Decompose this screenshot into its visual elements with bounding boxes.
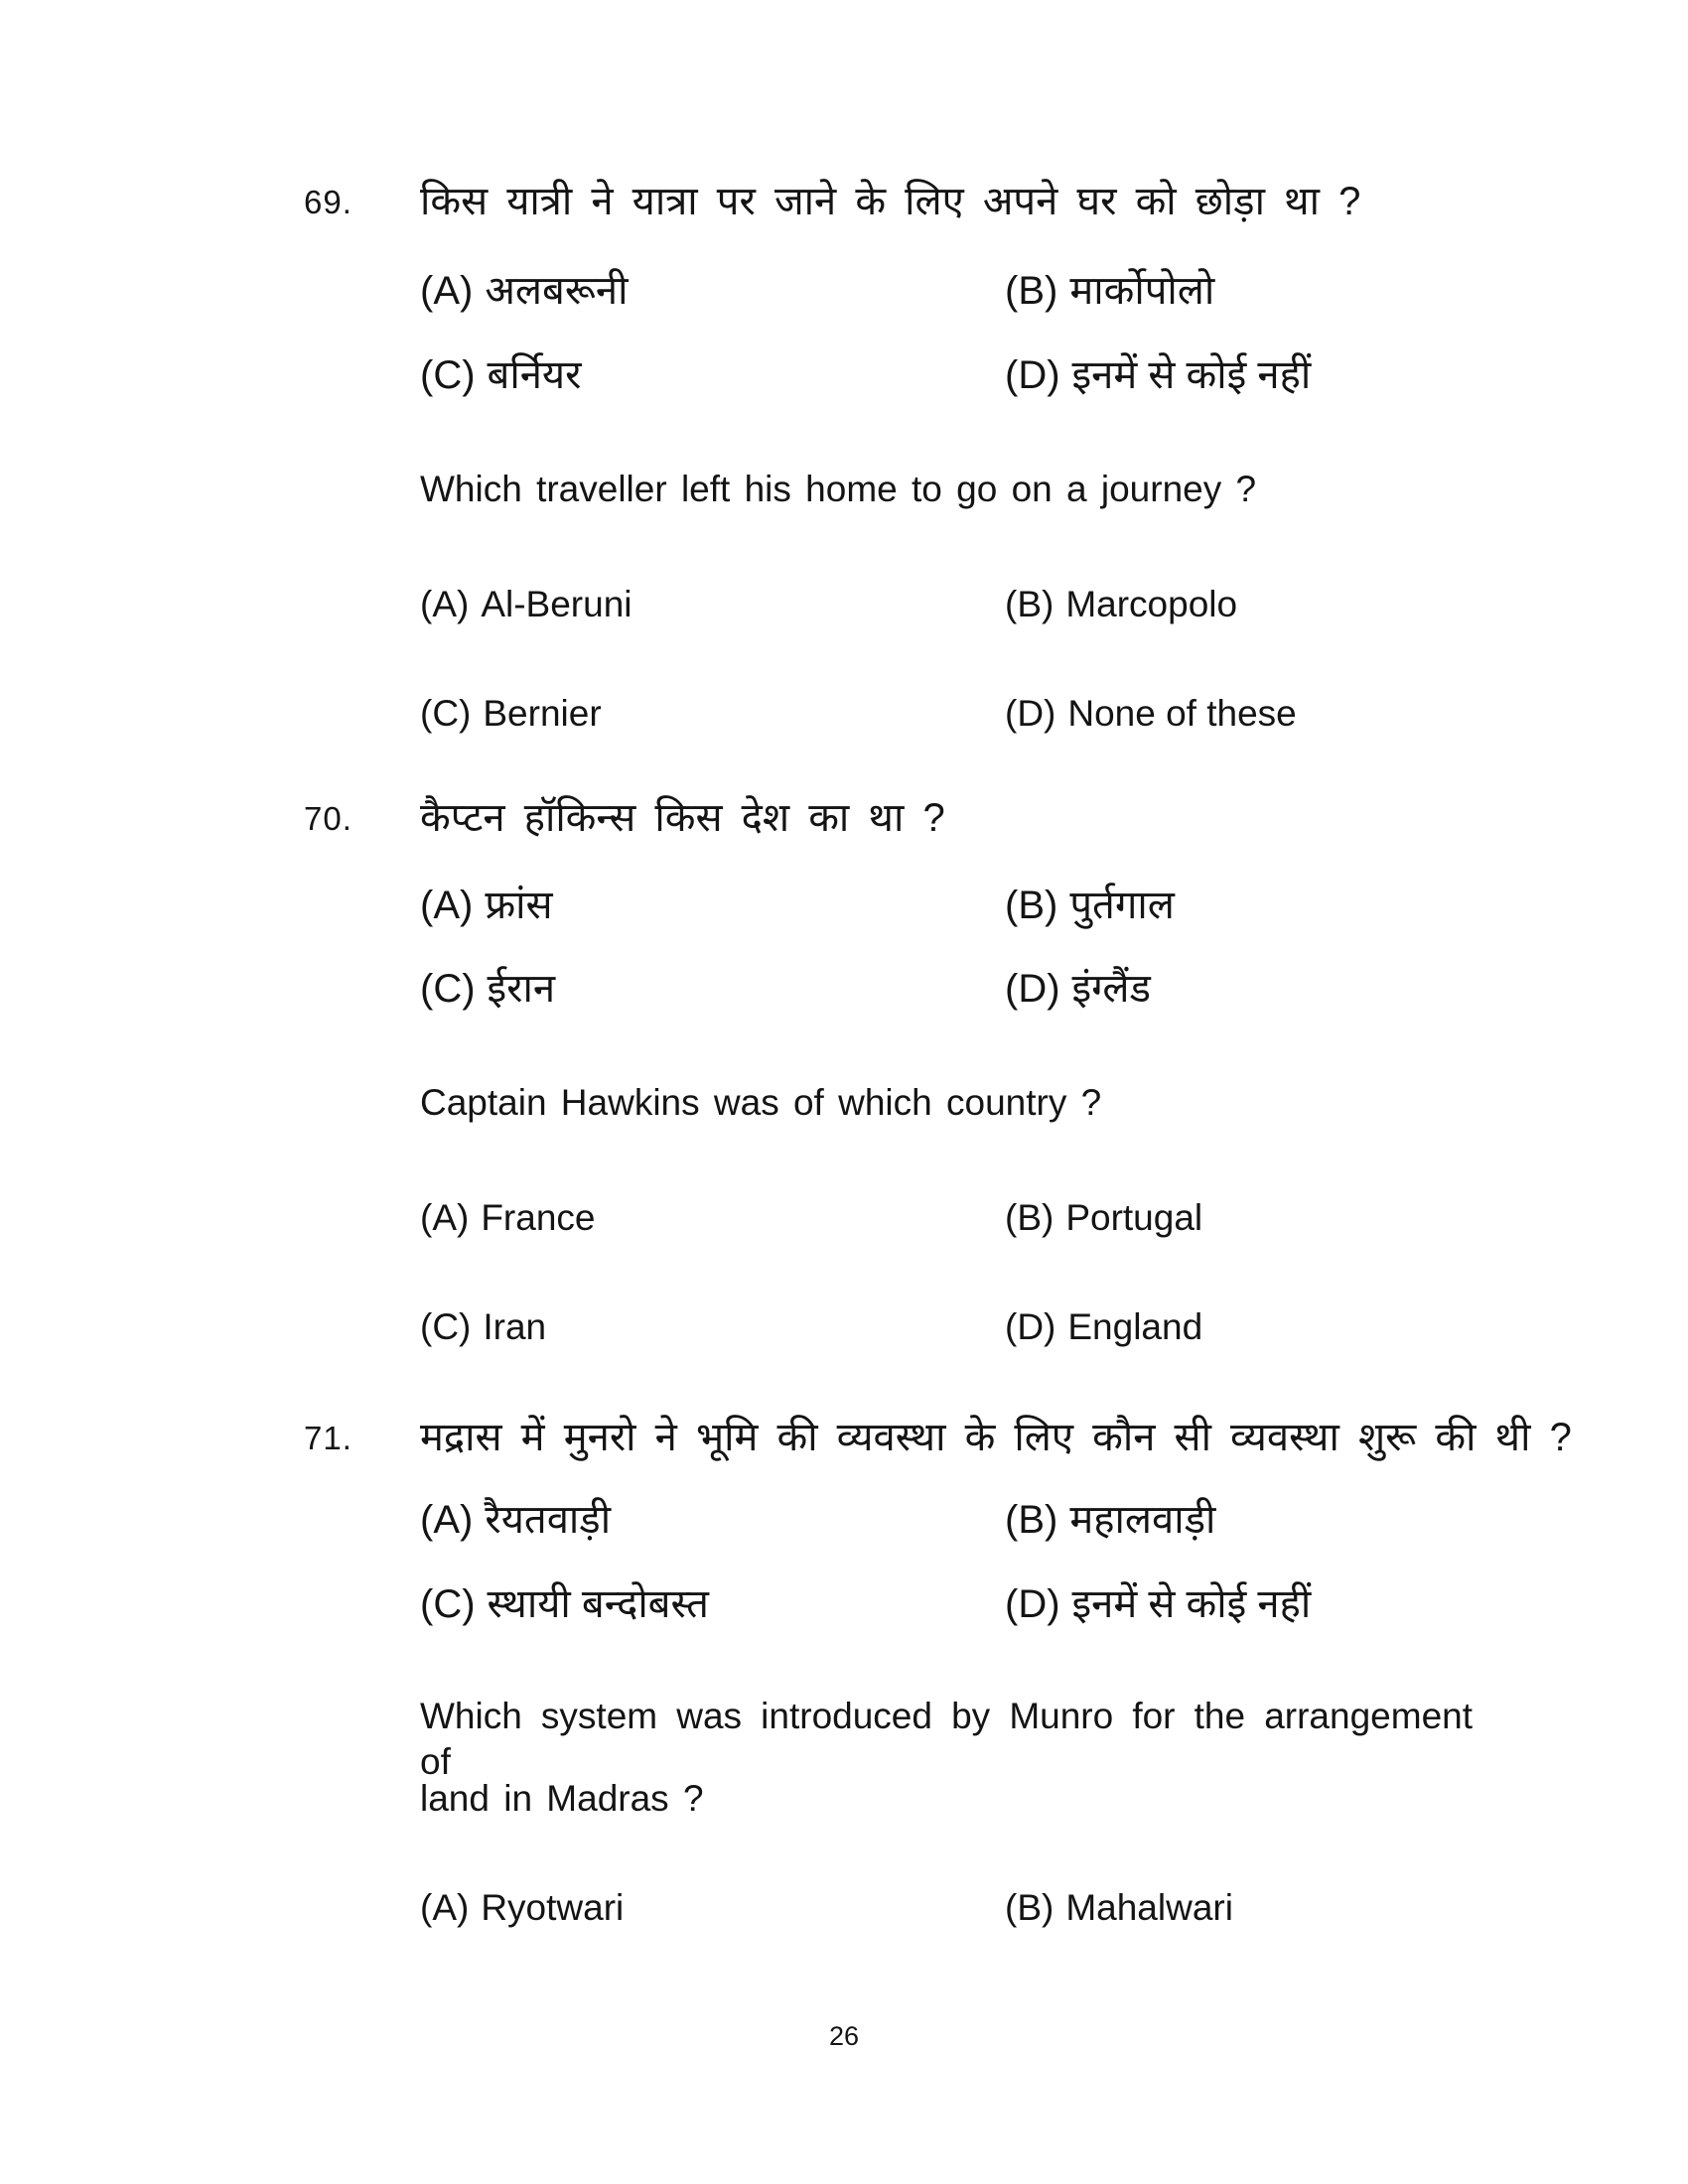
question-70-hindi-options-row-1 [420, 881, 1473, 930]
option-label: (C) [420, 1306, 472, 1347]
option-label: (D) [1005, 693, 1056, 734]
option-text: पुर्तगाल [1069, 884, 1175, 927]
page-content [304, 0, 1572, 2184]
option-text: Iran [483, 1306, 547, 1347]
option-b-english [1005, 1885, 1233, 1931]
option-text: England [1067, 1306, 1203, 1347]
question-71-english-options-row-1 [420, 1885, 1473, 1931]
option-text: बर्नियर [487, 353, 582, 397]
option-text: मार्कोपोलो [1069, 269, 1215, 313]
option-text: Portugal [1065, 1197, 1203, 1238]
option-label: (C) [420, 353, 476, 397]
option-c-hindi [420, 964, 1005, 1014]
option-text: इंग्लैंड [1071, 967, 1151, 1011]
option-c-hindi [420, 1579, 1005, 1629]
question-text-english: Which traveller left his home to go on a journey ? [420, 469, 1257, 509]
option-label: (A) [420, 1887, 470, 1928]
option-label: (A) [420, 1498, 474, 1542]
option-label: (D) [1005, 967, 1060, 1011]
option-c-english [420, 1304, 1005, 1350]
option-text: Bernier [483, 693, 602, 734]
question-70-english-options-row-1 [420, 1195, 1473, 1241]
option-text: इनमें से कोई नहीं [1071, 1582, 1312, 1626]
option-label: (A) [420, 884, 474, 927]
question-number: 71. [304, 1420, 352, 1456]
option-label: (D) [1005, 1582, 1060, 1626]
question-text-hindi: मद्रास में मुनरो ने भूमि की व्यवस्था के लिए कौन सी व्यवस्था शुरू की थी ? [420, 1416, 1572, 1459]
option-label: (C) [420, 693, 472, 734]
option-text: फ्रांस [485, 884, 553, 927]
option-c-english [420, 691, 1005, 737]
option-d-hindi [1005, 350, 1311, 400]
option-label: (B) [1005, 1498, 1058, 1542]
question-71-hindi-line [304, 1413, 1572, 1462]
option-text: रैयतवाड़ी [485, 1498, 612, 1542]
option-label: (C) [420, 967, 476, 1011]
question-69-english-options-row-2 [420, 691, 1473, 737]
option-text: None of these [1067, 693, 1297, 734]
option-label: (C) [420, 1582, 476, 1626]
option-label: (A) [420, 269, 474, 313]
option-text: Ryotwari [481, 1887, 625, 1928]
option-b-hindi [1005, 266, 1214, 316]
option-d-hindi [1005, 1579, 1311, 1629]
question-number: 70. [304, 800, 352, 837]
option-d-english [1005, 691, 1297, 737]
option-a-hindi [420, 266, 1005, 316]
option-label: (A) [420, 584, 470, 624]
question-69-english-options-row-1 [420, 582, 1473, 627]
option-text: Al-Beruni [481, 584, 633, 624]
option-a-hindi [420, 1495, 1005, 1545]
question-text-hindi: किस यात्री ने यात्रा पर जाने के लिए अपने घर को छोड़ा था ? [420, 180, 1361, 223]
question-70-hindi-options-row-2 [420, 964, 1473, 1014]
option-text: स्थायी बन्दोबस्त [487, 1582, 709, 1626]
option-text: France [481, 1197, 596, 1238]
question-69-hindi-options-row-1 [420, 266, 1473, 316]
option-label: (A) [420, 1197, 470, 1238]
option-text: Marcopolo [1065, 584, 1238, 624]
question-text-hindi: कैप्टन हॉकिन्स किस देश का था ? [420, 796, 945, 840]
option-label: (B) [1005, 584, 1055, 624]
option-label: (D) [1005, 353, 1060, 397]
option-a-english [420, 1885, 1005, 1931]
option-text: ईरान [487, 967, 556, 1011]
question-number: 69. [304, 184, 352, 220]
option-text: महालवाड़ी [1069, 1498, 1216, 1542]
option-text: Mahalwari [1065, 1887, 1233, 1928]
option-a-hindi [420, 881, 1005, 930]
question-71-hindi-options-row-2 [420, 1579, 1473, 1629]
option-label: (D) [1005, 1306, 1056, 1347]
option-text: अलबरूनी [485, 269, 629, 313]
question-70-english-options-row-2 [420, 1304, 1473, 1350]
option-b-hindi [1005, 1495, 1215, 1545]
option-label: (B) [1005, 884, 1058, 927]
option-label: (B) [1005, 1887, 1055, 1928]
question-69-hindi-line [304, 177, 1473, 226]
option-a-english [420, 1195, 1005, 1241]
option-c-hindi [420, 350, 1005, 400]
option-a-english [420, 582, 1005, 627]
option-d-english [1005, 1304, 1202, 1350]
question-69-hindi-options-row-2 [420, 350, 1473, 400]
question-text-english-line-1: Which system was introduced by Munro for the arrangement of [420, 1696, 1473, 1783]
question-text-english-line-2: land in Madras ? [420, 1778, 704, 1819]
option-label: (B) [1005, 1197, 1055, 1238]
question-70-hindi-line [304, 793, 1473, 843]
option-b-hindi [1005, 881, 1175, 930]
option-b-english [1005, 1195, 1202, 1241]
option-text: इनमें से कोई नहीं [1071, 353, 1312, 397]
option-label: (B) [1005, 269, 1058, 313]
option-d-hindi [1005, 964, 1151, 1014]
option-b-english [1005, 582, 1237, 627]
question-text-english: Captain Hawkins was of which country ? [420, 1082, 1102, 1123]
page-number: 26 [828, 2021, 860, 2051]
question-71-hindi-options-row-1 [420, 1495, 1473, 1545]
